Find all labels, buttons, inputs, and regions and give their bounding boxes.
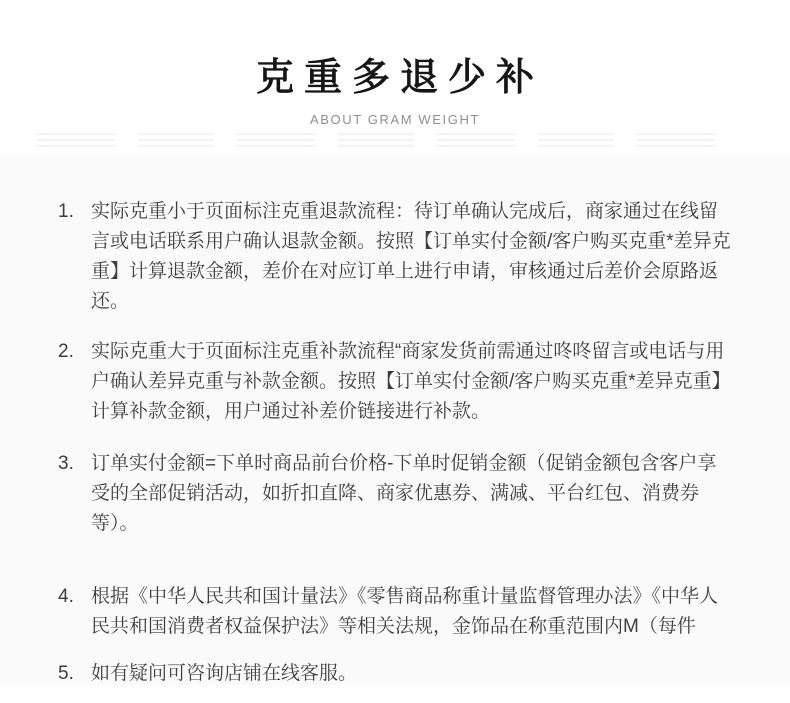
list-item-text: 订单实付金额=下单时商品前台价格-下单时促销金额（促销金额包含客户享受的全部促销活动，如折扣直降、商家优惠券、满减、平台红包、消费券等）。 — [91, 453, 717, 534]
page-title: 克重多退少补 — [255, 57, 544, 99]
list-item-text: 实际克重大于页面标注克重补款流程“商家发货前需通过咚咚留言或电话与用户确认差异克重与补款金额。按照【订单实付金额/客户购买克重*差异克重】计算补款金额，用户通过补差价链接进行补款。 — [91, 341, 731, 422]
list-item-number: 5. — [58, 663, 74, 684]
notice-list — [0, 197, 790, 689]
page-subtitle: ABOUT GRAM WEIGHT — [310, 112, 480, 127]
list-item-text: 如有疑问可咨询店铺在线客服。 — [91, 663, 358, 684]
list-item — [58, 197, 790, 317]
list-item-number: 4. — [58, 586, 74, 607]
list-item-text: 实际克重小于页面标注克重退款流程：待订单确认完成后，商家通过在线留言或电话联系用户确认退款金额。按照【订单实付金额/客户购买克重*差异克重】计算退款金额，差价在对应订单上进行申请，审核通过后差价会原路返还。 — [91, 201, 731, 312]
list-item-number: 1. — [58, 201, 74, 222]
list-item — [58, 449, 790, 539]
list-item-text: 根据《中华人民共和国计量法》《零售商品称重计量监督管理办法》《中华人民共和国消费者权益保护法》等相关法规，金饰品在称重范围内M（每件 — [91, 586, 719, 637]
list-item — [58, 659, 790, 689]
list-item-number: 2. — [58, 341, 74, 362]
list-item-number: 3. — [58, 453, 74, 474]
list-item — [58, 582, 790, 642]
list-item — [58, 337, 790, 427]
